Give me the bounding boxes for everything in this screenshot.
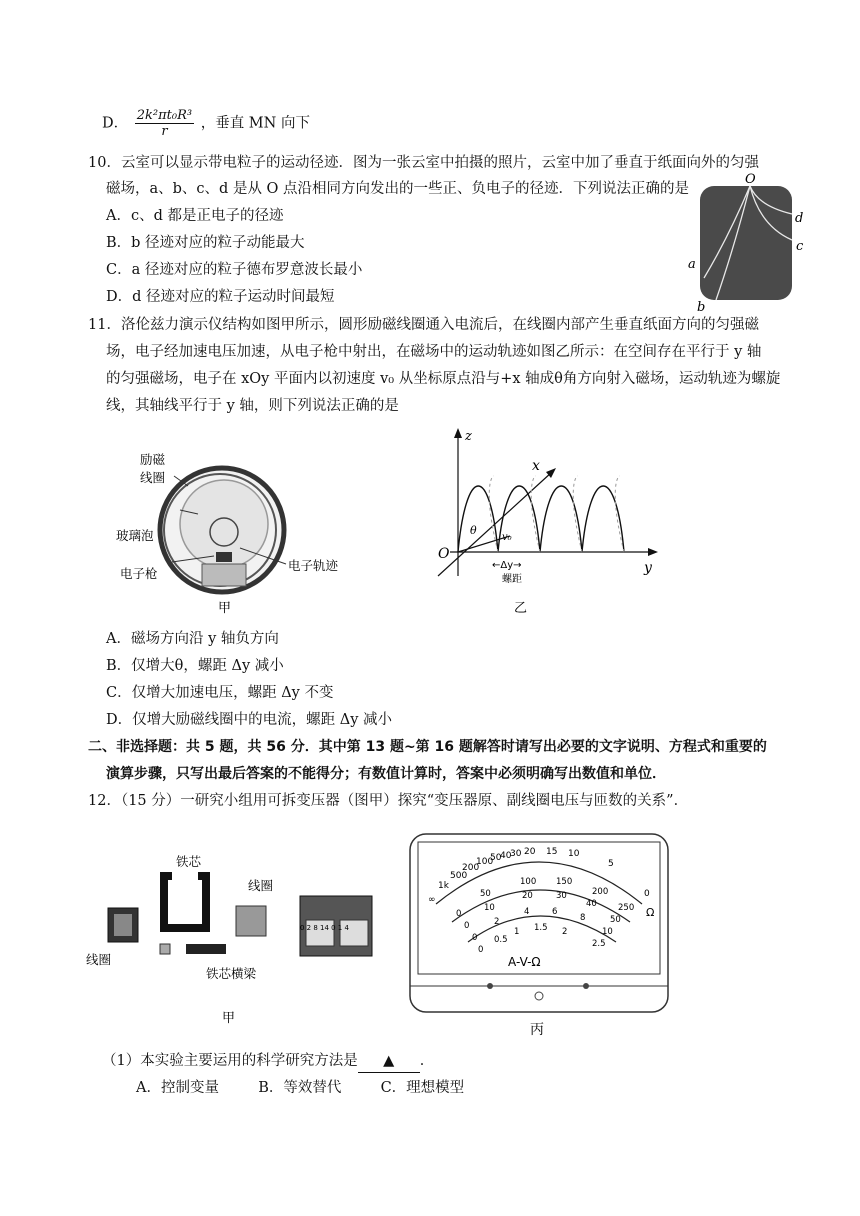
mid-tick: 10	[484, 903, 495, 913]
dc-tick: 100	[520, 877, 537, 887]
label-d: d	[795, 211, 804, 226]
label-coil-1: 励磁	[140, 452, 166, 467]
q11-option-c: C．仅增大加速电压，螺距 Δy 不变	[106, 685, 334, 701]
low-tick: 0	[472, 933, 478, 943]
q12-sub1-text: （1）本实验主要运用的科学研究方法是	[102, 1053, 358, 1069]
label-v0: v₀	[502, 532, 512, 543]
q9-option-d-tail: ，垂直 MN 向下	[200, 115, 310, 132]
q12-sub1	[102, 1050, 434, 1073]
ohm-tick: 50	[490, 853, 502, 863]
label-origin: O	[438, 546, 450, 562]
label-z: z	[465, 429, 472, 444]
mid-tick: 0	[464, 921, 470, 931]
mid-tick: 20	[522, 891, 533, 901]
q10-option-d: D．d 径迹对应的粒子运动时间最短	[106, 289, 335, 305]
label-theta: θ	[470, 524, 477, 537]
electron-gun-shape	[216, 552, 232, 562]
ac-tick: 2.5	[592, 939, 606, 949]
q9-option-d-fraction	[135, 108, 194, 139]
low-tick: 4	[524, 907, 530, 917]
q12-stem: 12．（15 分）一研究小组用可拆变压器（图甲）探究“变压器原、副线圈电压与匝数的关系”．	[88, 793, 689, 809]
q12-sub1-options	[136, 1077, 464, 1099]
lorentz-demonstrator-figure	[110, 440, 370, 620]
ohm-tick: 10	[568, 849, 580, 859]
label-x: x	[532, 458, 540, 474]
base-box	[202, 564, 246, 586]
screw-right	[583, 983, 589, 989]
ohm-tick: ∞	[428, 895, 436, 905]
low-tick: 6	[552, 907, 558, 917]
label-y: y	[644, 560, 652, 576]
section2-heading-line2: 演算步骤，只写出最后答案的不能得分；有数值计算时，答案中必须明确写出数值和单位．	[106, 766, 666, 782]
q9-option-d	[102, 108, 310, 139]
helix-trajectory-figure	[432, 426, 662, 616]
low-tick: 10	[602, 927, 613, 937]
section2-heading-line1: 二、非选择题：共 5 题，共 56 分．其中第 13 题~第 16 题解答时请写出必要的文字说明、方程式和重要的	[88, 739, 767, 755]
label-coil-2: 线圈	[140, 470, 166, 485]
label-iron-core: 铁芯	[176, 854, 202, 869]
coil-left-core	[114, 914, 132, 936]
ohm-tick: 40	[500, 851, 512, 861]
z-axis-arrow	[454, 428, 462, 438]
q10-option-a: A．c、d 都是正电子的径迹	[106, 208, 284, 224]
dc-tick: 250	[618, 903, 635, 913]
dc-tick: 50	[480, 889, 491, 899]
label-coil-left: 线圈	[86, 952, 112, 967]
helix-path	[458, 486, 624, 552]
q11-stem-line3: 的匀强磁场，电子在 xOy 平面内以初速度 v₀ 从坐标原点沿与+x 轴成θ角方向射入磁场，运动轨迹为螺旋	[106, 371, 781, 387]
q12-sub1-answer-blank[interactable]: ▲	[358, 1050, 420, 1073]
q11-option-b: B．仅增大θ，螺距 Δy 减小	[106, 658, 284, 674]
screw-shape	[160, 944, 170, 954]
ohm-tick: 15	[546, 847, 558, 857]
label-electron-track: 电子轨迹	[288, 558, 339, 573]
ohm-tick: 1k	[438, 881, 449, 891]
label-b: b	[697, 300, 706, 314]
q12-sub1-option-a: A．控制变量	[136, 1080, 219, 1096]
ac-tick: 1.5	[534, 923, 548, 933]
q9-fraction-denominator: r	[161, 124, 168, 139]
q10-stem-line1: 10．云室可以显示带电粒子的运动径迹．图为一张云室中拍摄的照片，云室中加了垂直于纸面向外的匀强	[88, 155, 759, 171]
q11-stem-line1: 11．洛伦兹力演示仪结构如图甲所示，圆形励磁线圈通入电流后，在线圈内部产生垂直纸面方向的匀强磁	[88, 317, 759, 333]
dc-tick: 0	[456, 909, 462, 919]
q11-stem-line2: 场，电子经加速电压加速，从电子枪中射出，在磁场中的运动轨迹如图乙所示：在空间存在平行于 y 轴	[106, 344, 762, 360]
ohm-tick: 100	[476, 857, 494, 867]
label-coil-right: 线圈	[248, 878, 274, 893]
label-c: c	[796, 239, 804, 254]
ohm-symbol: Ω	[646, 906, 655, 919]
transformer-parts-figure	[86, 840, 396, 1030]
multimeter-figure	[406, 830, 672, 1042]
q10-option-c: C．a 径迹对应的粒子德布罗意波长最小	[106, 262, 363, 278]
ohm-tick: 20	[524, 847, 536, 857]
ohm-tick: 0	[644, 889, 650, 899]
q11-stem-line4: 线，其轴线平行于 y 轴，则下列说法正确的是	[106, 398, 399, 414]
label-delta-y: ←Δy→	[492, 560, 522, 571]
iron-core-shape	[164, 876, 206, 928]
iron-core-gap	[172, 872, 198, 882]
q12-sub1-option-b: B．等效替代	[258, 1080, 342, 1096]
label-glass-bulb: 玻璃泡	[116, 528, 154, 543]
caption-multimeter: 丙	[530, 1022, 544, 1038]
q9-option-d-label: D．	[102, 115, 129, 132]
q9-fraction-numerator: 2k²πt₀R³	[136, 108, 193, 123]
ac-tick: 2	[562, 927, 568, 937]
low-tick: 2	[494, 917, 500, 927]
label-pitch: 螺距	[502, 574, 522, 585]
q11-option-d: D．仅增大励磁线圈中的电流，螺距 Δy 减小	[106, 712, 393, 728]
caption-transformer: 甲	[222, 1011, 236, 1026]
q11-option-a: A．磁场方向沿 y 轴负方向	[106, 631, 279, 647]
mid-tick: 30	[556, 891, 567, 901]
label-iron-beam: 铁芯横梁	[206, 966, 257, 981]
q12-sub1-option-c: C．理想模型	[380, 1080, 465, 1096]
ohm-tick: 200	[462, 863, 480, 873]
q12-sub1-end: ．	[419, 1053, 435, 1069]
ohm-tick: 5	[608, 859, 614, 869]
meter-label: A-V-Ω	[508, 955, 541, 969]
caption-yi: 乙	[514, 601, 528, 616]
dc-tick: 150	[556, 877, 573, 887]
ohm-tick: 30	[510, 849, 522, 859]
label-a: a	[688, 257, 696, 272]
ohm-tick: 500	[450, 871, 468, 881]
mid-tick: 40	[586, 899, 597, 909]
terminal-labels: 0 2 8 14 0 1 4	[300, 924, 349, 932]
coil-right-shape	[236, 906, 266, 936]
ac-tick: 1	[514, 927, 520, 937]
dc-tick: 200	[592, 887, 609, 897]
screw-left	[487, 983, 493, 989]
iron-core-beam-shape	[186, 944, 226, 954]
label-O: O	[745, 172, 756, 187]
cloud-chamber-figure	[688, 168, 812, 314]
label-electron-gun: 电子枪	[120, 566, 158, 581]
caption-jia: 甲	[218, 601, 232, 616]
low-tick: 8	[580, 913, 586, 923]
q10-option-b: B．b 径迹对应的粒子动能最大	[106, 235, 305, 251]
ac-tick: 0.5	[494, 935, 508, 945]
q10-stem-line2: 磁场，a、b、c、d 是从 O 点沿相同方向发出的一些正、负电子的径迹．下列说法正确的是	[106, 181, 690, 197]
ac-tick: 0	[478, 945, 484, 955]
y-axis-arrow	[648, 548, 658, 556]
mid-tick: 50	[610, 915, 621, 925]
